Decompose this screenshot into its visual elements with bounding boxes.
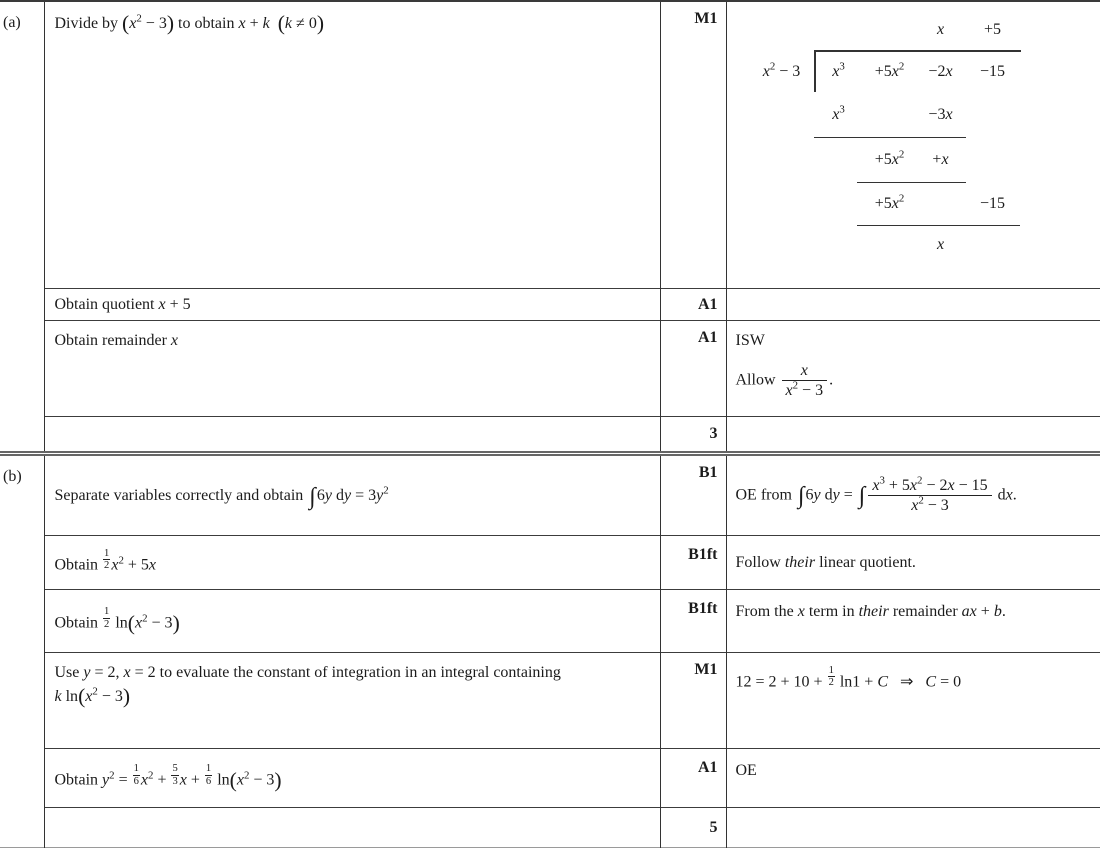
answer-cell: Use y = 2, x = 2 to evaluate the constant of integration in an integral containing k $\ln(x^2 - 3)$ [44, 653, 660, 749]
row-a-division [0, 1, 1100, 289]
division-quotient-row: x +5 [936, 21, 1002, 38]
division-step-row: $x^3$ −3x [832, 103, 953, 123]
division-rule [814, 137, 966, 138]
part-label-a [0, 1, 44, 454]
part-label-b [0, 454, 44, 848]
division-step-row: $+5x^2$ +x [874, 148, 949, 168]
comment-allow: Allow $\frac{x}{x^2 - 3}$ . [735, 362, 834, 400]
answer-cell: Divide by $(x^2 - 3)$ to obtain x + k (k ≠ 0) [44, 1, 660, 289]
answer-cell: Obtain $\frac{1}{2}$ $\ln(x^2 - 3)$ [44, 590, 660, 653]
comment-cell [726, 321, 1100, 417]
row-b-final-answer [0, 749, 1100, 808]
row-b-log-part [0, 590, 1100, 653]
answer-cell [44, 417, 660, 454]
total-marks-cell: 5 [660, 808, 726, 848]
division-dividend-row: $x^3$ $+5x^2$ −2x −15 [832, 60, 1006, 80]
row-a-remainder [0, 321, 1100, 417]
part-label-a-text: (a) [3, 14, 21, 31]
comment-cell [726, 1, 1100, 289]
row-a-quotient [0, 289, 1100, 321]
division-rule [857, 182, 966, 183]
mark-cell: M1 [660, 653, 726, 749]
row-b-linear-part [0, 536, 1100, 590]
comment-cell: OE from ∫6y dy = ∫ $\frac{x^3 + 5x^2 - 2x - 15}{x^2 - 3}$ dx. [726, 454, 1100, 536]
mark-cell: M1 [660, 1, 726, 289]
mark-cell: B1ft [660, 536, 726, 590]
division-rule [857, 225, 1020, 226]
mark-cell: A1 [660, 321, 726, 417]
division-step-row: $+5x^2$ −15 [874, 192, 1006, 212]
mark-cell: B1 [660, 454, 726, 536]
answer-cell: Obtain quotient x + 5 [44, 289, 660, 321]
mark-cell: A1 [660, 749, 726, 808]
comment-cell [726, 417, 1100, 454]
comment-cell: 12 = 2 + 10 + $\frac{1}{2}$ ln1 + C ⇒ C = 0 [726, 653, 1100, 749]
division-divisor: $x^2 - 3$ [762, 60, 801, 80]
part-label-b-text: (b) [3, 468, 22, 485]
division-remainder-row: x [936, 236, 945, 253]
row-b-total [0, 808, 1100, 848]
comment-cell [726, 808, 1100, 848]
comment-cell: OE [726, 749, 1100, 808]
answer-cell: Obtain remainder x [44, 321, 660, 417]
mark-cell: B1ft [660, 590, 726, 653]
comment-cell: From the x term in their remainder ax + b. [726, 590, 1100, 653]
comment-cell: Follow their linear quotient. [726, 536, 1100, 590]
row-b-separate [0, 454, 1100, 536]
row-b-constant [0, 653, 1100, 749]
comment-isw: ISW [735, 332, 765, 349]
total-marks-cell: 3 [660, 417, 726, 454]
mark-cell: A1 [660, 289, 726, 321]
row-a-total [0, 417, 1100, 454]
comment-cell [726, 289, 1100, 321]
answer-cell [44, 808, 660, 848]
answer-cell: Obtain $y^2$ = $\frac{1}{6}$ $x^2$ + $\frac{5}{3}$ x + $\frac{1}{6}$ $\ln(x^2 - 3)$ [44, 749, 660, 808]
answer-cell: Obtain $\frac{1}{2}$ $x^2 + 5x$ [44, 536, 660, 590]
answer-cell: Separate variables correctly and obtain ∫6y dy = $3y^2$ [44, 454, 660, 536]
long-division-working [736, 2, 1095, 276]
